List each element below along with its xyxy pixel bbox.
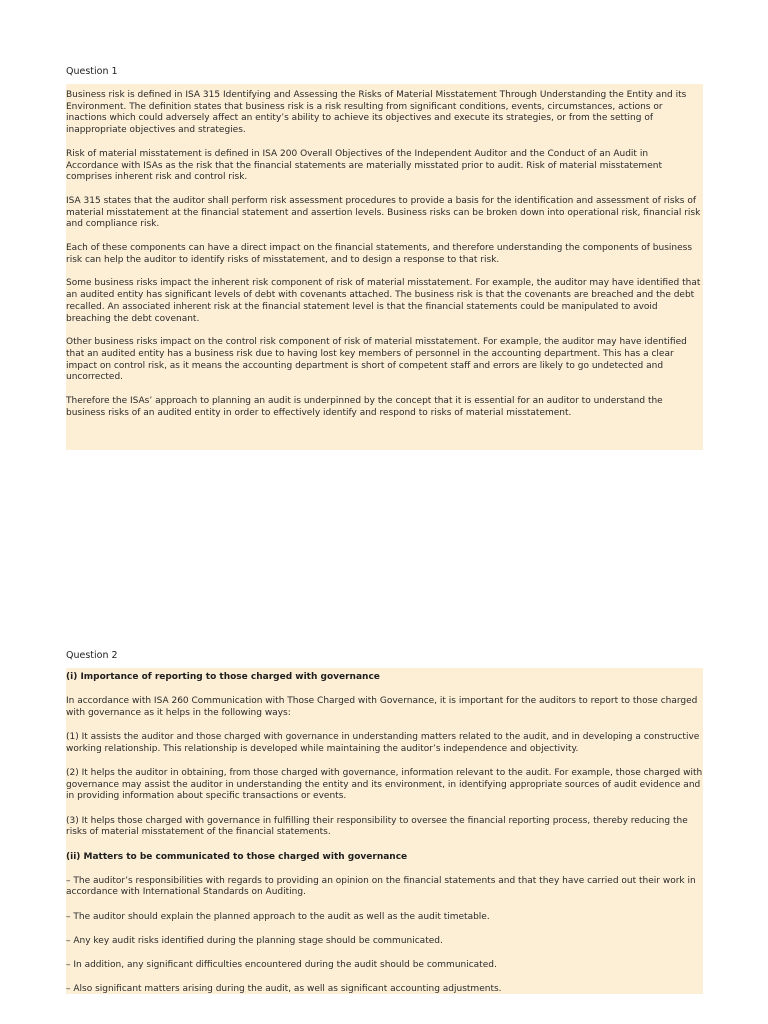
question-2-answer-block xyxy=(66,668,703,994)
q2-part2-item: – In addition, any significant difficulties encountered during the audit should be communicated. xyxy=(66,960,497,971)
question-1-answer-block xyxy=(66,84,703,450)
q1-paragraph: ISA 315 states that the auditor shall perform risk assessment procedures to provide a basis for the identification and assessment of risks of material misstatement at the financial statement and assertion levels. Business risks can be broken down into operational risk, financial risk and compliance risk. xyxy=(66,195,701,230)
q2-part2-item: – Any key audit risks identified during the planning stage should be communicated. xyxy=(66,935,443,946)
q1-paragraph: Some business risks impact the inherent risk component of risk of material misstatement. For example, the auditor may have identified that an audited entity has significant levels of debt with covenants attached. The business risk is that the covenants are breached and the debt recalled. An associated inherent risk at the financial statement level is that the financial statements could be manipulated to avoid breaching the debt covenant. xyxy=(66,278,701,324)
q1-paragraph: Other business risks impact on the control risk component of risk of material misstatement. For example, the auditor may have identified that an audited entity has a business risk due to having lost key members of personnel in the accounting department. This has a clear impact on control risk, as it means the accounting department is short of competent staff and errors are likely to go undetected and uncorrected. xyxy=(66,337,687,383)
q1-paragraph: Business risk is defined in ISA 315 Identifying and Assessing the Risks of Material Misstatement Through Understanding the Entity and its Environment. The definition states that business risk is a risk resulting from significant conditions, events, circumstances, actions or inactions which could adversely affect an entity’s ability to achieve its objectives and execute its strategies, or from the setting of inappropriate objectives and strategies. xyxy=(66,90,687,136)
q2-part1-paragraph: (1) It assists the auditor and those charged with governance in understanding matters related to the audit, and in developing a constructive working relationship. This relationship is developed while maintaining the auditor’s independence and objectivity. xyxy=(66,732,700,754)
q1-paragraph: Each of these components can have a direct impact on the financial statements, and therefore understanding the components of business risk can help the auditor to identify risks of misstatement, and to design a response to that risk. xyxy=(66,243,693,265)
q2-part1-paragraph: (2) It helps the auditor in obtaining, from those charged with governance, information relevant to the audit. For example, those charged with governance may assist the auditor in understanding the entity and its environment, in identifying appropriate sources of audit evidence and in providing information about specific transactions or events. xyxy=(66,768,703,802)
q2-part2-item: – Also significant matters arising during the audit, as well as significant accounting adjustments. xyxy=(66,984,502,995)
question-2-heading: Question 2 xyxy=(66,650,118,661)
question-1-heading: Question 1 xyxy=(66,66,118,77)
q2-part1-title: (i) Importance of reporting to those charged with governance xyxy=(66,672,380,682)
q1-paragraph: Therefore the ISAs’ approach to planning an audit is underpinned by the concept that it is essential for an auditor to understand the business risks of an audited entity in order to effectively identify and respond to risks of material misstatement. xyxy=(66,396,663,418)
q2-part1-paragraph: In accordance with ISA 260 Communication with Those Charged with Governance, it is important for the auditors to report to those charged with governance as it helps in the following ways: xyxy=(66,696,698,718)
q1-paragraph: Risk of material misstatement is defined in ISA 200 Overall Objectives of the Independent Auditor and the Conduct of an Audit in Accordance with ISAs as the risk that the financial statements are materially misstated prior to audit. Risk of material misstatement comprises inherent risk and control risk. xyxy=(66,148,662,183)
q2-part2-item: – The auditor should explain the planned approach to the audit as well as the audit timetable. xyxy=(66,911,490,922)
q2-part2-title: (ii) Matters to be communicated to those charged with governance xyxy=(66,851,408,862)
q2-part1-paragraph: (3) It helps those charged with governance in fulfilling their responsibility to oversee the financial reporting process, thereby reducing the risks of material misstatement of the financial statements. xyxy=(66,815,688,838)
q2-part2-item: – The auditor’s responsibilities with regards to providing an opinion on the financial statements and that they have carried out their work in accordance with International Standards on Auditing. xyxy=(66,875,696,898)
